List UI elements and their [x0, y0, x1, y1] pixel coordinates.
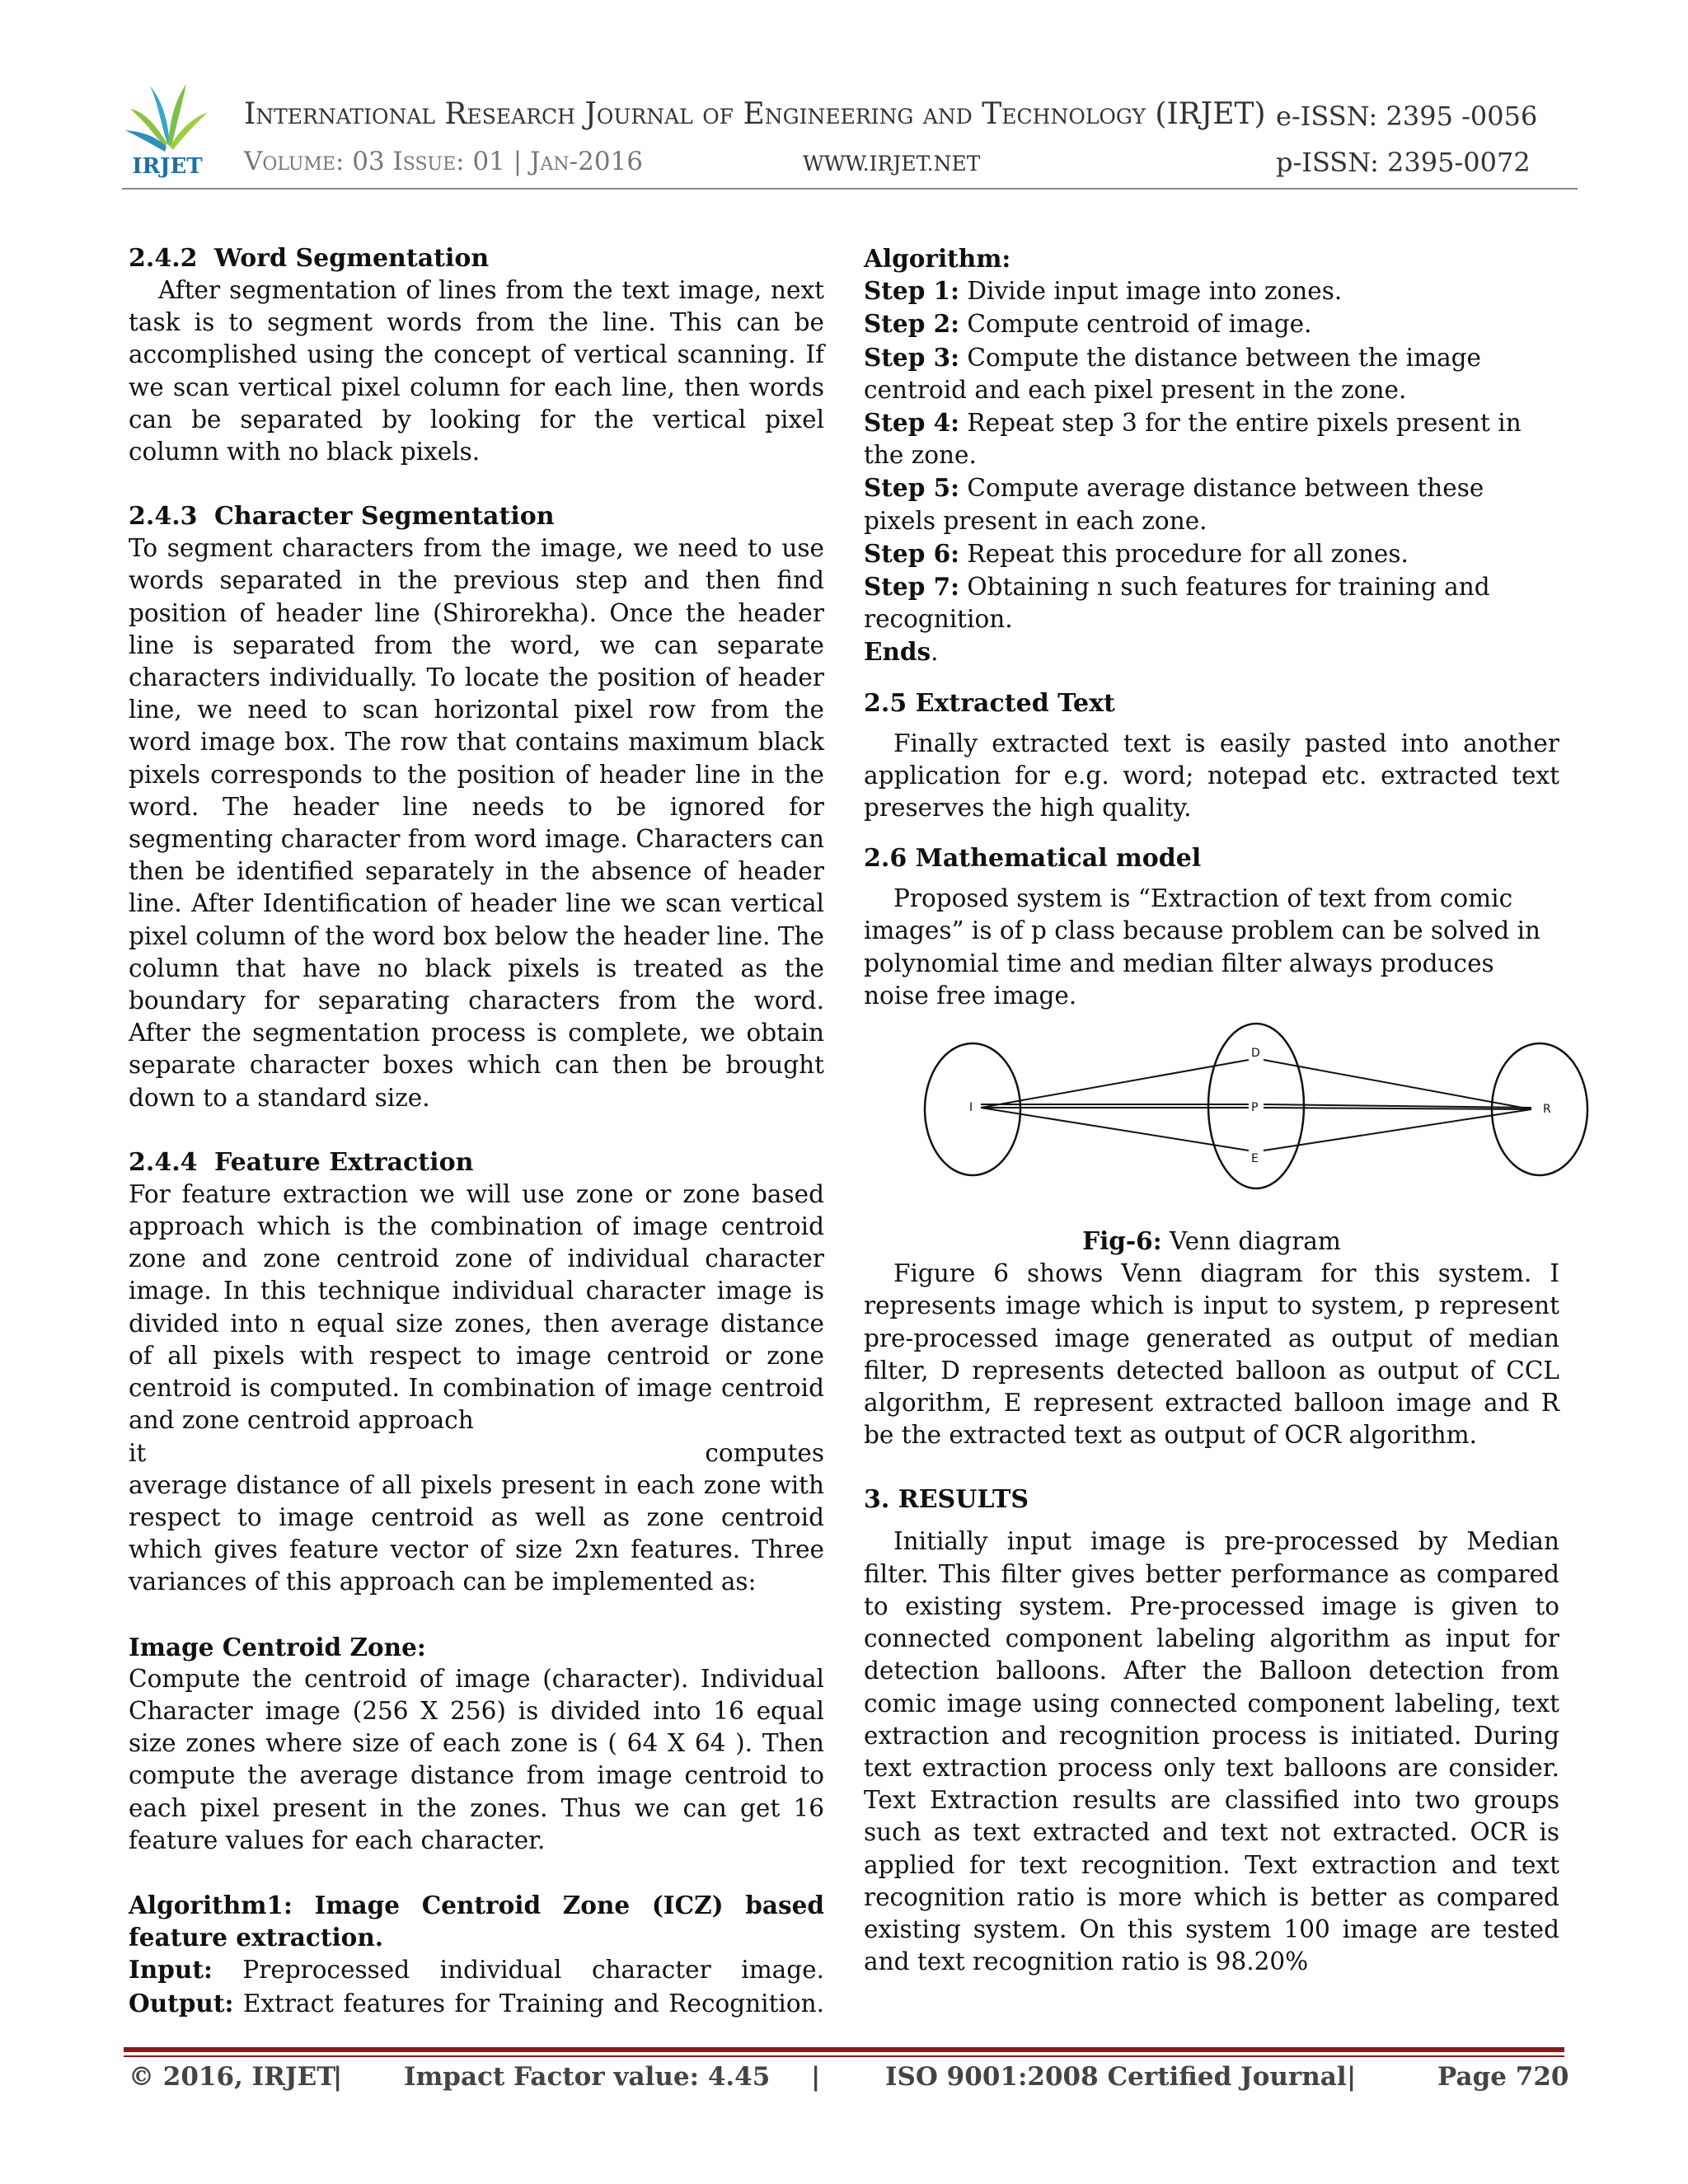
website-link[interactable]: WWW.IRJET.NET — [803, 152, 981, 176]
ends-line: Ends. — [864, 637, 939, 667]
output-line: Output: Extract features for Training and Recognition. — [129, 1988, 824, 2018]
section-heading: 2.4.4 Feature Extraction — [129, 1147, 474, 1177]
paragraph: Proposed system is “Extraction of text from comic images” is of p class because problem can be solved in polynomial time and median filter always produces noise free image. — [864, 884, 1541, 1010]
paragraph: Finally extracted text is easily pasted into another application for e.g. word; notepad etc. extracted text preserves the high quality. — [864, 729, 1559, 823]
page-footer — [129, 2062, 1569, 2098]
footer-divider — [124, 2047, 1564, 2052]
section-heading: 2.5 Extracted Text — [864, 688, 1115, 718]
venn-label-d: D — [1251, 1047, 1260, 1061]
footer-separator: | — [333, 2062, 343, 2092]
algorithm-step: Step 4: Repeat step 3 for the entire pixels present in the zone. — [864, 408, 1522, 470]
algorithm-step: Step 1: Divide input image into zones. — [864, 276, 1343, 306]
footer-copyright: © 2016, IRJET — [129, 2062, 336, 2092]
pissn: p-ISSN: 2395-0072 — [1276, 147, 1531, 178]
footer-divider-thin — [124, 2055, 1564, 2057]
subheading: Image Centroid Zone: — [129, 1632, 426, 1661]
section-heading: 3. RESULTS — [864, 1485, 1029, 1515]
paragraph: For feature extraction we will use zone or zone based approach which is the combination of image centroid zone and zone centroid zone of individual character image. In this technique individual character image is divided into n equal size zones, then average distance of all pixels with respect to image centroid or zone centroid is computed. In combination of image centroid and zone centroid approach — [129, 1179, 824, 1435]
irjet-logo — [122, 79, 213, 178]
algorithm-label: Algorithm: — [864, 244, 1011, 273]
venn-diagram — [923, 1017, 1550, 1198]
paragraph: Initially input image is pre-processed by Median filter. This filter gives better performance as compared to existing system. Pre-processed image is given to connected component labeling algorithm as input for detection balloons. After the Balloon detection from comic image using connected component labeling, text extraction and recognition process is initiated. During text extraction process only text balloons are consider. Text Extraction results are classified into two groups such as text extracted and text not extracted. OCR is applied for text recognition. Text extraction and text recognition ratio is more which is better as compared existing system. On this system 100 image are tested and text recognition ratio is 98.20% — [864, 1527, 1559, 1976]
venn-label-e: E — [1251, 1152, 1259, 1166]
algorithm-steps — [864, 274, 1559, 635]
logo-text: IRJET — [132, 154, 203, 179]
section-heading: 2.4.2 Word Segmentation — [129, 244, 490, 273]
footer-impact-factor: Impact Factor value: 4.45 — [404, 2062, 771, 2092]
paragraph-line: it computes — [129, 1438, 824, 1467]
venn-label-i: I — [969, 1101, 973, 1115]
footer-iso: ISO 9001:2008 Certified Journal — [885, 2062, 1347, 2092]
venn-label-p: P — [1251, 1101, 1259, 1115]
section-heading: 2.6 Mathematical model — [864, 844, 1202, 874]
header-divider — [122, 188, 1578, 190]
algorithm-title: Algorithm1: Image Centroid Zone (ICZ) based feature extraction. — [129, 1890, 824, 1952]
paragraph: To segment characters from the image, we need to use words separated in the previous step and then find position of header line (Shirorekha). Once the header line is separated from the word, we can separate characters individually. To locate the position of header line, we need to scan horizontal pixel row from the word image box. The row that contains maximum black pixels corresponds to the position of header line in the word. The header line needs to be ignored for segmenting character from word image. Characters can then be identified separately in the absence of header — [129, 534, 824, 886]
journal-title: International Research Journal of Engineering and Technology (IRJET) — [244, 97, 1266, 131]
algorithm-step: Step 3: Compute the distance between the image centroid and each pixel present in the zone. — [864, 342, 1481, 404]
paragraph: average distance of all pixels present in each zone with respect to image centroid as well as zone centroid which gives feature vector of size 2xn features. Three variances of this approach can be implemented as: — [129, 1470, 824, 1596]
algorithm-step: Step 6: Repeat this procedure for all zones. — [864, 538, 1409, 568]
figure-caption: Fig-6: Venn diagram — [1082, 1226, 1341, 1256]
page-header — [122, 73, 1579, 188]
footer-separator: | — [811, 2062, 821, 2092]
algorithm-step: Step 2: Compute centroid of image. — [864, 309, 1312, 339]
venn-label-r: R — [1543, 1103, 1551, 1117]
algorithm-step: Step 5: Compute average distance between these pixels present in each zone. — [864, 473, 1484, 535]
footer-separator: | — [1347, 2062, 1357, 2092]
paragraph: After segmentation of lines from the text image, next task is to segment words from the line. This can be accomplished using the concept of vertical scanning. If we scan vertical pixel column for each line, then words can be separated by looking for the vertical pixel column with no black pixels. — [129, 276, 824, 466]
section-heading: 2.4.3 Character Segmentation — [129, 502, 555, 532]
left-column — [129, 242, 824, 2020]
algorithm-step: Step 7: Obtaining n such features for training and recognition. — [864, 572, 1490, 634]
paragraph: line. After Identification of header line we scan vertical pixel column of the word box below the header line. The column that have no black pixels is treated as the boundary for separating characters from the word. After the segmentation process is complete, we obtain separate character boxes which can then be brought down to a standard size. — [129, 889, 825, 1112]
volume-info: Volume: 03 Issue: 01 | Jan-2016 — [244, 147, 643, 176]
eissn: e-ISSN: 2395 -0056 — [1276, 101, 1538, 132]
right-column — [864, 242, 1559, 1978]
footer-page-number: Page 720 — [1437, 2062, 1569, 2092]
paragraph: Figure 6 shows Venn diagram for this system. I represents image which is input to system, p represent pre-processed image generated as output of median filter, D represents detected balloon as output of CCL algorithm, E represent extracted balloon image and R be the extracted text as output of OCR algorithm. — [864, 1259, 1559, 1450]
paragraph: Compute the centroid of image (character). Individual Character image (256 X 256) is divided into 16 equal size zones where size of each zone is ( 64 X 64 ). Then compute the average distance from image centroid to each pixel present in the zones. Thus we can get 16 feature values for each character. — [129, 1664, 824, 1854]
input-line: Input: Preprocessed individual character image. — [129, 1955, 824, 1985]
